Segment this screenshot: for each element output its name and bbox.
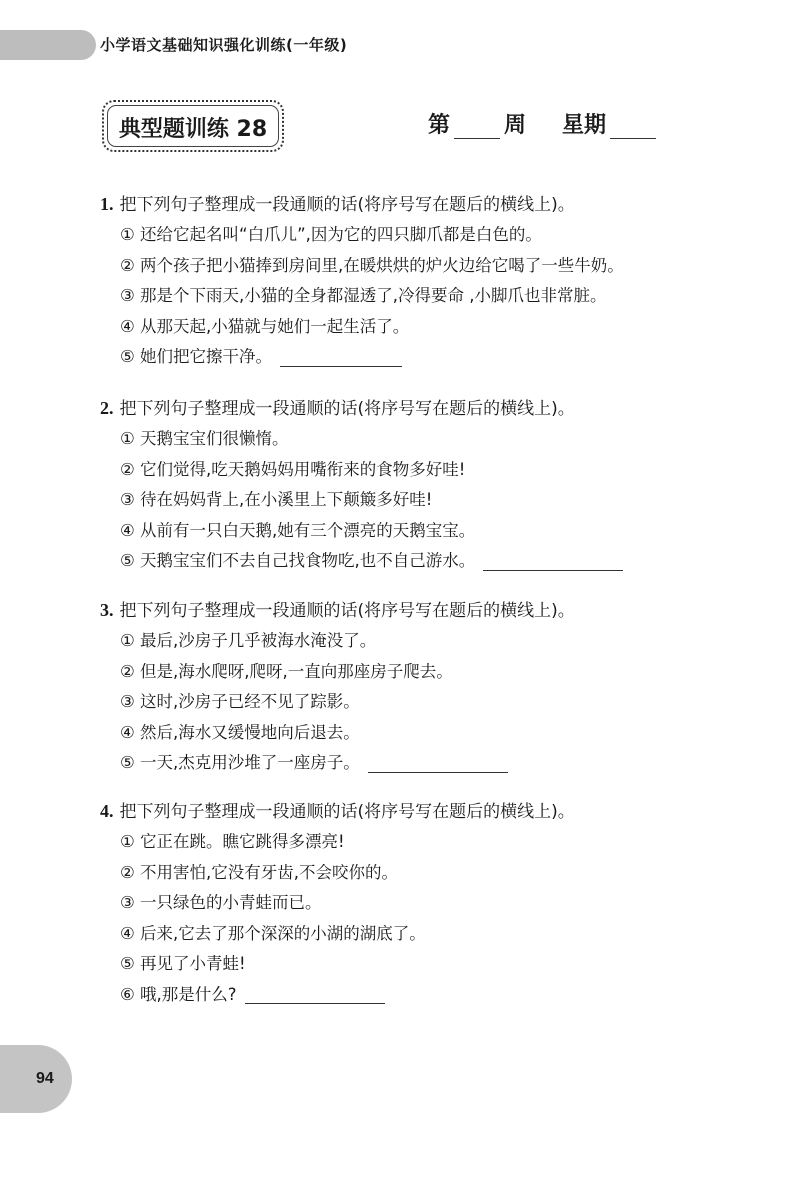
question-number: 4. xyxy=(100,801,114,821)
list-item: ② 它们觉得,吃天鹅妈妈用嘴衔来的食物多好哇! xyxy=(120,459,466,479)
list-item: ⑥ 哦,那是什么? xyxy=(120,980,575,1011)
exercise-title: 典型题训练 28 xyxy=(118,117,268,142)
question-prompt xyxy=(100,188,624,220)
week-label-zhou: 周 xyxy=(504,112,527,138)
list-item: ④ 后来,它去了那个深深的小湖的湖底了。 xyxy=(120,923,426,943)
question-number: 1. xyxy=(100,194,114,214)
exercise-title-badge xyxy=(102,100,284,152)
list-item: ① 还给它起名叫“白爪儿”,因为它的四只脚爪都是白色的。 xyxy=(120,225,542,244)
weekday-blank[interactable] xyxy=(610,116,656,139)
list-item: ③ 待在妈妈背上,在小溪里上下颠簸多好哇! xyxy=(120,490,433,509)
list-item: ③ 这时,沙房子已经不见了踪影。 xyxy=(120,692,360,711)
header-tab xyxy=(0,30,96,60)
question-number: 3. xyxy=(100,600,114,620)
week-label-di: 第 xyxy=(428,112,451,138)
answer-blank[interactable] xyxy=(245,985,385,1004)
question-1 xyxy=(100,188,624,373)
question-prompt xyxy=(100,795,575,827)
answer-blank[interactable] xyxy=(368,754,508,773)
weekday-label: 星期 xyxy=(562,112,607,138)
question-prompt xyxy=(100,392,623,424)
question-text: 把下列句子整理成一段通顺的话(将序号写在题后的横线上)。 xyxy=(119,802,575,822)
week-day-line xyxy=(428,108,656,139)
book-title: 小学语文基础知识强化训练(一年级) xyxy=(100,36,348,54)
list-item: ① 它正在跳。瞧它跳得多漂亮! xyxy=(120,832,345,851)
list-item: ④ 从那天起,小猫就与她们一起生活了。 xyxy=(120,316,410,336)
list-item: ③ 一只绿色的小青蛙而已。 xyxy=(120,893,322,912)
list-item: ① 天鹅宝宝们很懒惰。 xyxy=(120,429,289,448)
answer-blank[interactable] xyxy=(483,552,623,571)
list-item: ② 但是,海水爬呀,爬呀,一直向那座房子爬去。 xyxy=(120,661,453,681)
list-item: ④ 然后,海水又缓慢地向后退去。 xyxy=(120,722,360,742)
question-3 xyxy=(100,594,575,779)
question-4 xyxy=(100,795,575,1010)
question-2 xyxy=(100,392,623,577)
list-item: ① 最后,沙房子几乎被海水淹没了。 xyxy=(120,631,377,650)
question-text: 把下列句子整理成一段通顺的话(将序号写在题后的横线上)。 xyxy=(119,399,575,419)
list-item: ⑤ 一天,杰克用沙堆了一座房子。 xyxy=(120,748,575,779)
answer-blank[interactable] xyxy=(280,348,402,367)
question-text: 把下列句子整理成一段通顺的话(将序号写在题后的横线上)。 xyxy=(119,195,575,215)
list-item: ④ 从前有一只白天鹅,她有三个漂亮的天鹅宝宝。 xyxy=(120,520,476,540)
week-number-blank[interactable] xyxy=(454,116,500,139)
question-number: 2. xyxy=(100,398,114,418)
list-item: ⑤ 她们把它擦干净。 xyxy=(120,342,624,373)
question-prompt xyxy=(100,594,575,626)
page-number: 94 xyxy=(36,1070,54,1087)
question-text: 把下列句子整理成一段通顺的话(将序号写在题后的横线上)。 xyxy=(119,601,575,621)
list-item: ⑤ 再见了小青蛙! xyxy=(120,954,246,973)
list-item: ③ 那是个下雨天,小猫的全身都湿透了,冷得要命 ,小脚爪也非常脏。 xyxy=(120,286,607,305)
list-item: ② 不用害怕,它没有牙齿,不会咬你的。 xyxy=(120,862,399,882)
list-item: ⑤ 天鹅宝宝们不去自己找食物吃,也不自己游水。 xyxy=(120,546,623,577)
list-item: ② 两个孩子把小猫捧到房间里,在暖烘烘的炉火边给它喝了一些牛奶。 xyxy=(120,255,624,275)
